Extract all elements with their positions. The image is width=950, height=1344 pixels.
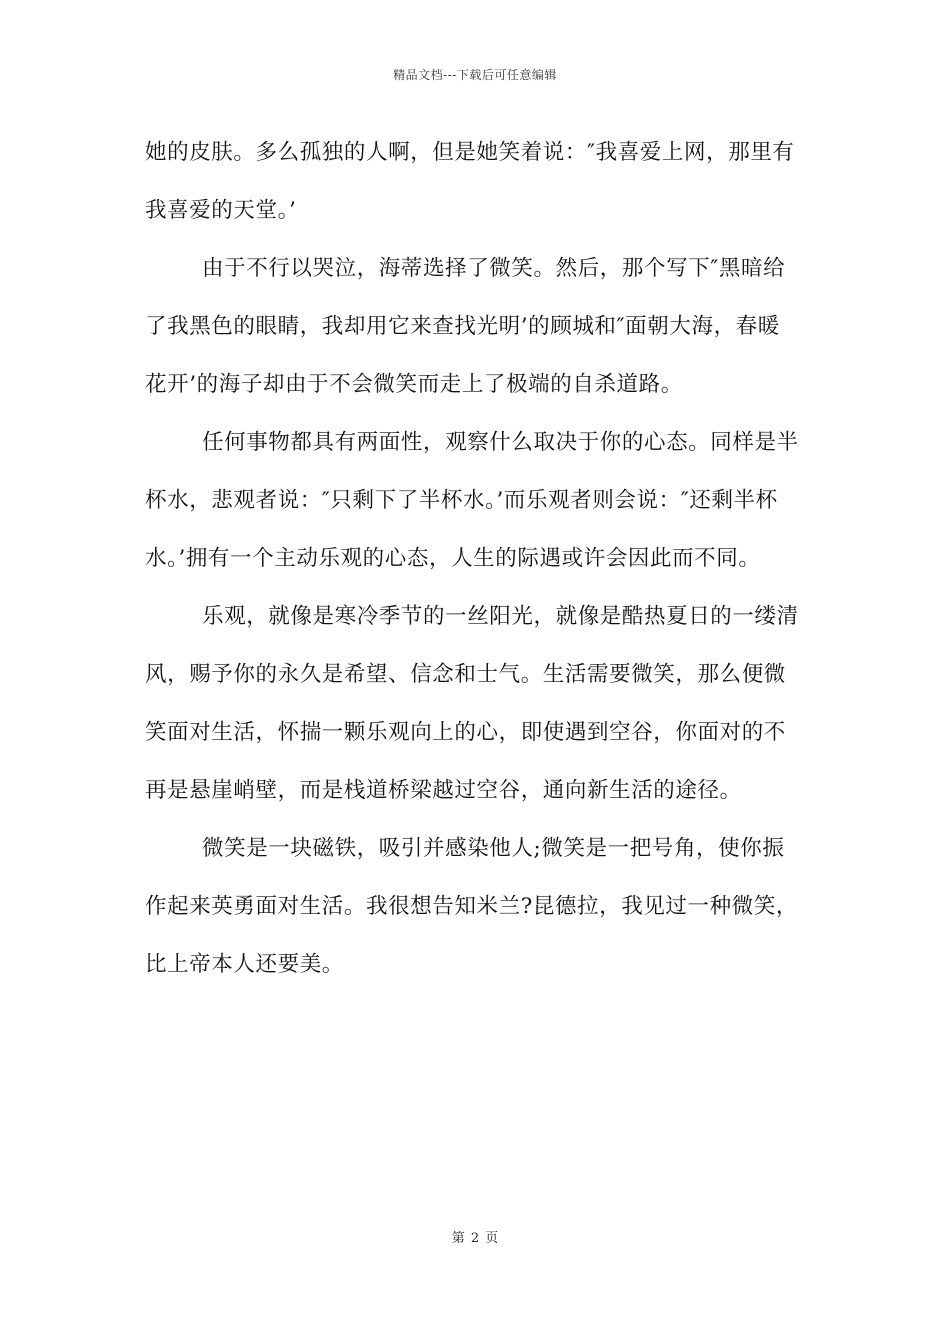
text-line: 了我黑色的眼睛，我却用它来查找光明’的顾城和″面朝大海，春暖 <box>145 314 780 339</box>
text-line: 风，赐予你的永久是希望、信念和士气。生活需要微笑，那么便微 <box>145 662 786 687</box>
paragraph-first-line: 乐观，就像是寒冷季节的一丝阳光，就像是酷热夏日的一缕清 <box>202 604 799 629</box>
paragraph-first-line: 微笑是一块磁铁，吸引并感染他人;微笑是一把号角，使你振 <box>202 836 785 861</box>
text-line: 杯水，悲观者说：″只剩下了半杯水。’而乐观者则会说：″还剩半杯 <box>145 488 778 513</box>
paragraph-first-line: 由于不行以哭泣，海蒂选择了微笑。然后，那个写下″黑暗给 <box>202 256 786 281</box>
text-line: 她的皮肤。多么孤独的人啊，但是她笑着说：″我喜爱上网，那里有 <box>145 140 795 165</box>
page-number: 第 2 页 <box>451 1231 499 1246</box>
text-line: 再是悬崖峭壁，而是栈道桥梁越过空谷，通向新生活的途径。 <box>145 778 742 803</box>
page-header: 精品文档---下载后可任意编辑 <box>393 68 557 82</box>
text-line: 花开’的海子却由于不会微笑而走上了极端的自杀道路。 <box>145 372 683 397</box>
text-line: 水。’拥有一个主动乐观的心态，人生的际遇或许会因此而不同。 <box>145 546 761 571</box>
text-line: 作起来英勇面对生活。我很想告知米兰?昆德拉，我见过一种微笑， <box>145 894 799 919</box>
document-body <box>145 128 810 998</box>
text-line: 笑面对生活，怀揣一颗乐观向上的心，即使遇到空谷，你面对的不 <box>145 720 786 745</box>
text-line: 我喜爱的天堂。’ <box>145 198 297 223</box>
paragraph-first-line: 任何事物都具有两面性，观察什么取决于你的心态。同样是半 <box>202 430 799 455</box>
text-line: 比上帝本人还要美。 <box>145 952 344 977</box>
